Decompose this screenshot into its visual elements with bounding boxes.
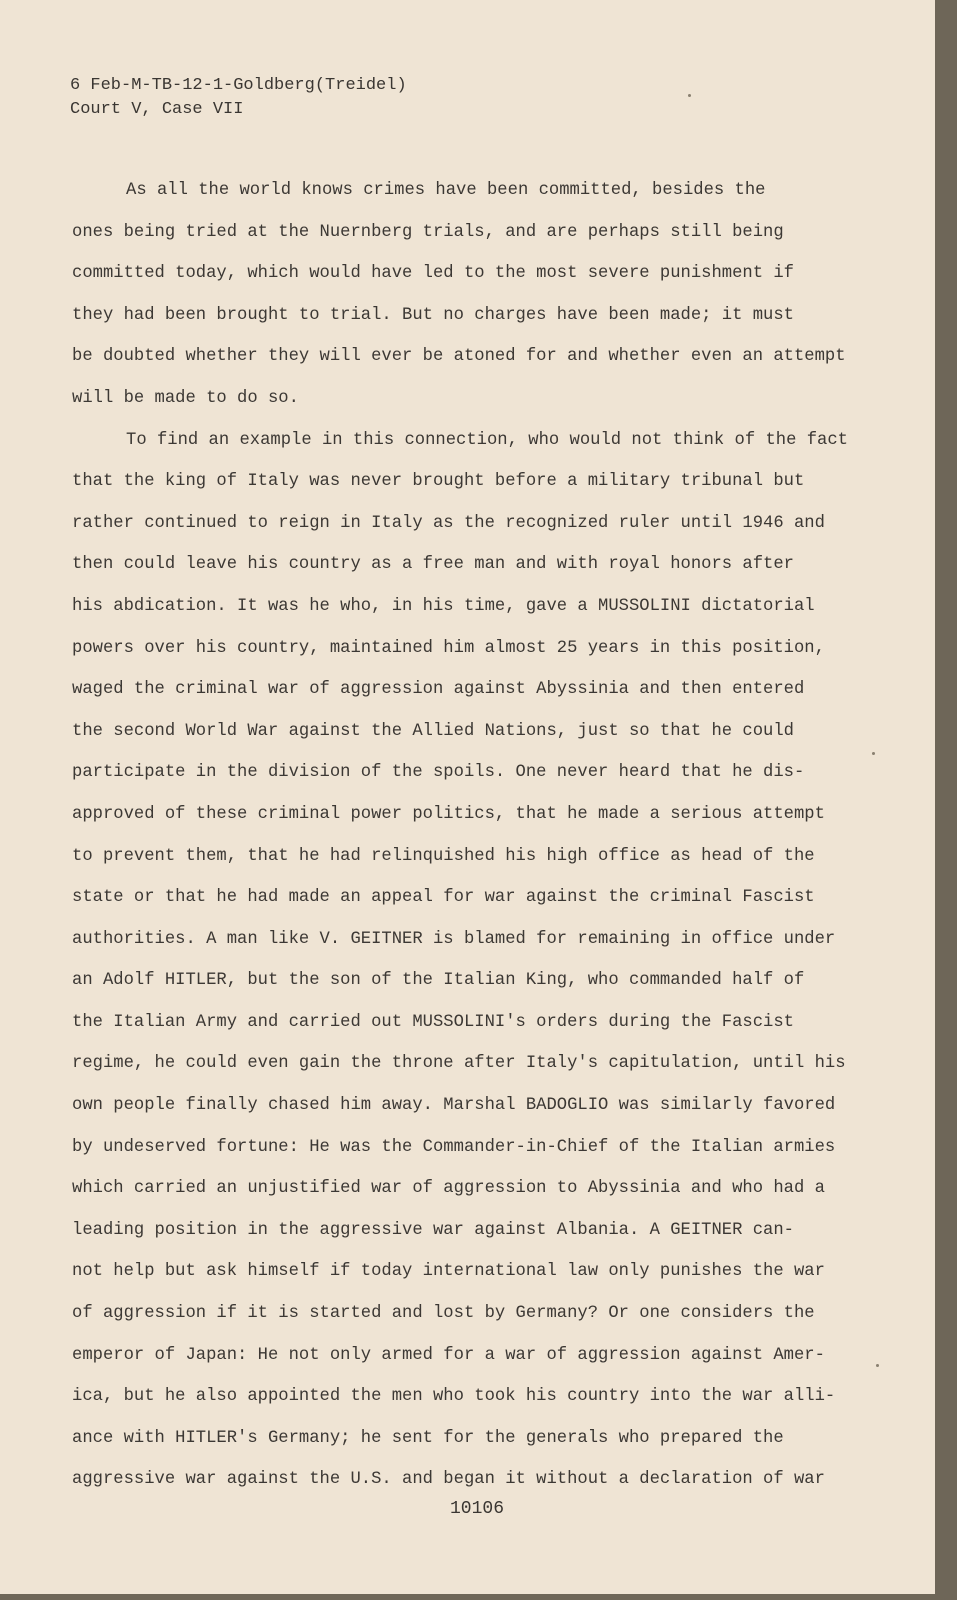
text-line: that the king of Italy was never brought before a military tribunal but — [72, 472, 805, 492]
text-line: the second World War against the Allied Nations, just so that he could — [72, 721, 794, 741]
text-line: ance with HITLER's Germany; he sent for the generals who prepared the — [72, 1428, 784, 1448]
text-line: an Adolf HITLER, but the son of the Italian King, who commanded half of — [72, 971, 805, 991]
text-line: not help but ask himself if today international law only punishes the war — [72, 1262, 825, 1282]
text-line: the Italian Army and carried out MUSSOLINI's orders during the Fascist — [72, 1012, 794, 1032]
text-line: then could leave his country as a free man and with royal honors after — [72, 555, 794, 575]
text-line: ones being tried at the Nuernberg trials, and are perhaps still being — [72, 222, 784, 242]
text-line: waged the criminal war of aggression against Abyssinia and then entered — [72, 680, 805, 700]
text-line: leading position in the aggressive war against Albania. A GEITNER can- — [72, 1220, 794, 1240]
text-line: approved of these criminal power politics, that he made a serious attempt — [72, 804, 825, 824]
text-line: by undeserved fortune: He was the Commander-in-Chief of the Italian armies — [72, 1137, 836, 1157]
text-line: own people finally chased him away. Marshal BADOGLIO was similarly favored — [72, 1096, 836, 1116]
page-number: 10106 — [450, 1499, 505, 1519]
text-line: aggressive war against the U.S. and began it without a declaration of war — [72, 1470, 825, 1490]
text-line: they had been brought to trial. But no charges have been made; it must — [72, 305, 794, 325]
paper-speck — [876, 1364, 879, 1367]
text-line: rather continued to reign in Italy as the recognized ruler until 1946 and — [72, 513, 825, 533]
text-line: As all the world knows crimes have been committed, besides the — [126, 181, 766, 200]
text-line: of aggression if it is started and lost by Germany? Or one considers the — [72, 1304, 815, 1324]
text-line: be doubted whether they will ever be atoned for and whether even an attempt — [72, 347, 846, 367]
header-reference: 6 Feb-M-TB-12-1-Goldberg(Treidel) — [70, 76, 407, 95]
header-court-case: Court V, Case VII — [70, 100, 244, 119]
text-line: authorities. A man like V. GEITNER is blamed for remaining in office under — [72, 929, 836, 949]
text-line: state or that he had made an appeal for war against the criminal Fascist — [72, 888, 815, 908]
text-line: will be made to do so. — [72, 388, 299, 408]
text-line: ica, but he also appointed the men who took his country into the war alli- — [72, 1387, 836, 1407]
text-line: powers over his country, maintained him almost 25 years in this position, — [72, 638, 825, 658]
text-line: To find an example in this connection, who would not think of the fact — [126, 430, 848, 450]
body-text — [72, 170, 862, 1501]
text-line: participate in the division of the spoils. One never heard that he dis- — [72, 763, 805, 783]
text-line: committed today, which would have led to the most severe punishment if — [72, 264, 794, 284]
text-line: regime, he could even gain the throne after Italy's capitulation, until his — [72, 1054, 846, 1074]
paper-speck — [688, 94, 691, 97]
text-line: his abdication. It was he who, in his time, gave a MUSSOLINI dictatorial — [72, 596, 815, 616]
text-line: emperor of Japan: He not only armed for a war of aggression against Amer- — [72, 1345, 825, 1365]
paper-speck — [872, 752, 875, 755]
text-line: which carried an unjustified war of aggression to Abyssinia and who had a — [72, 1179, 825, 1199]
document-header — [70, 74, 407, 122]
text-line: to prevent them, that he had relinquished his high office as head of the — [72, 846, 815, 866]
